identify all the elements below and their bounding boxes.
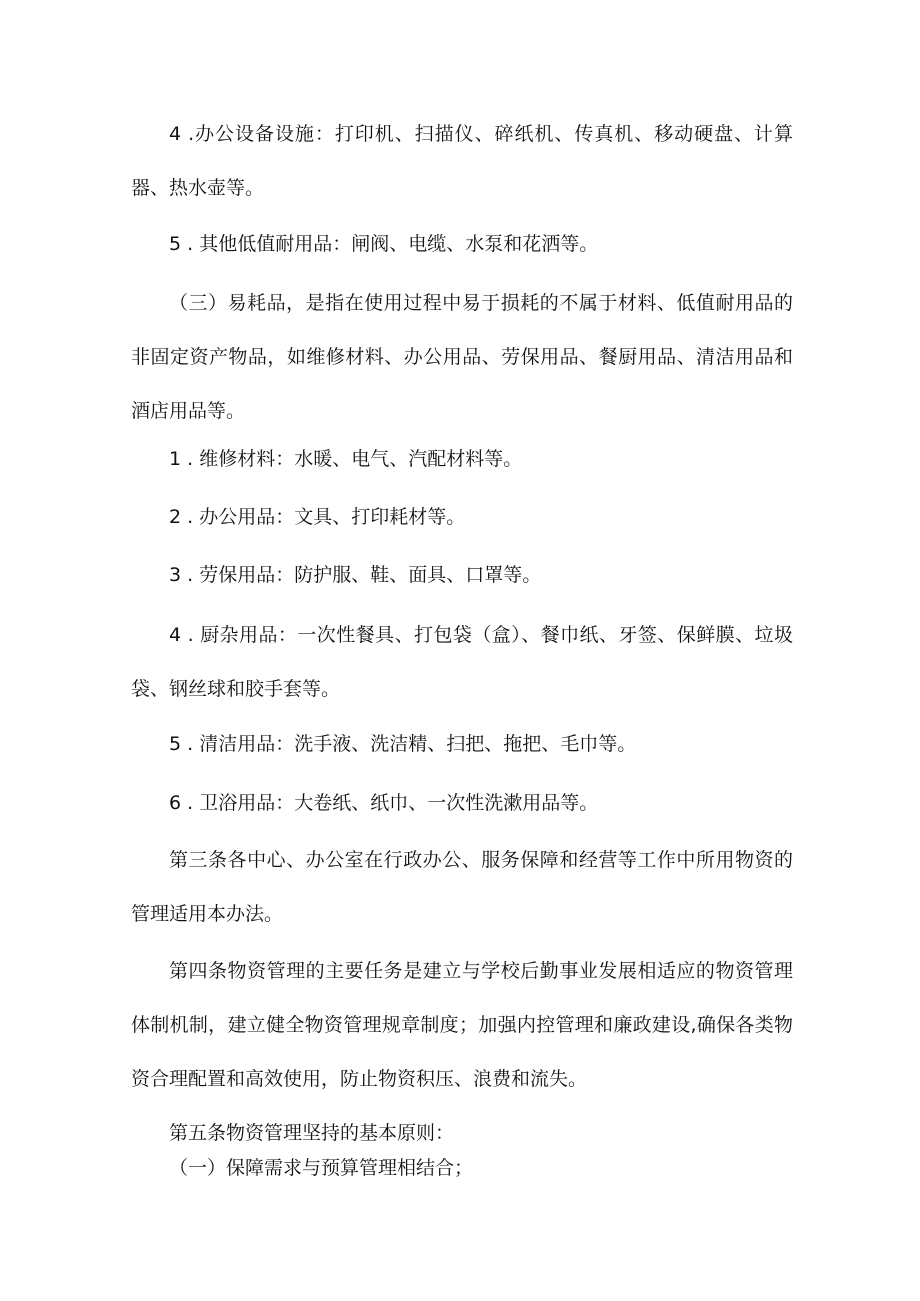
paragraph-other-durables: 5 . 其他低值耐用品：闸阀、电缆、水泵和花洒等。: [169, 233, 599, 255]
paragraph-office-supplies: 2 . 办公用品：文具、打印耗材等。: [169, 506, 466, 528]
paragraph-principle-one: （一）保障需求与预算管理相结合；: [169, 1157, 474, 1179]
paragraph-article-five: 第五条物资管理坚持的基本原则：: [169, 1122, 455, 1144]
paragraph-article-three: 第三条各中心、办公室在行政办公、服务保障和经营等工作中所用物资的管理适用本办法。: [131, 849, 793, 925]
paragraph-article-four: 第四条物资管理的主要任务是建立与学校后勤事业发展相适应的物资管理体制机制，建立健全物资管理规章制度；加强内控管理和廉政建设,确保各类物资合理配置和高效使用，防止物资积压、浪费和流失。: [131, 960, 793, 1090]
paragraph-consumables-definition: （三）易耗品，是指在使用过程中易于损耗的不属于材料、低值耐用品的非固定资产物品，如维修材料、办公用品、劳保用品、餐厨用品、清洁用品和酒店用品等。: [131, 292, 793, 422]
paragraph-bathroom-supplies: 6 . 卫浴用品：大卷纸、纸巾、一次性洗漱用品等。: [169, 792, 599, 814]
paragraph-kitchen-supplies: 4 . 厨杂用品：一次性餐具、打包袋（盒）、餐巾纸、牙签、保鲜膜、垃圾袋、钢丝球和胶手套等。: [131, 624, 793, 700]
paragraph-repair-materials: 1 . 维修材料：水暖、电气、汽配材料等。: [169, 448, 523, 470]
paragraph-cleaning-supplies: 5 . 清洁用品：洗手液、洗洁精、扫把、拖把、毛巾等。: [169, 733, 637, 755]
paragraph-labor-protection: 3 . 劳保用品：防护服、鞋、面具、口罩等。: [169, 564, 542, 586]
paragraph-office-equipment: 4 .办公设备设施：打印机、扫描仪、碎纸机、传真机、移动硬盘、计算器、热水壶等。: [131, 123, 793, 199]
